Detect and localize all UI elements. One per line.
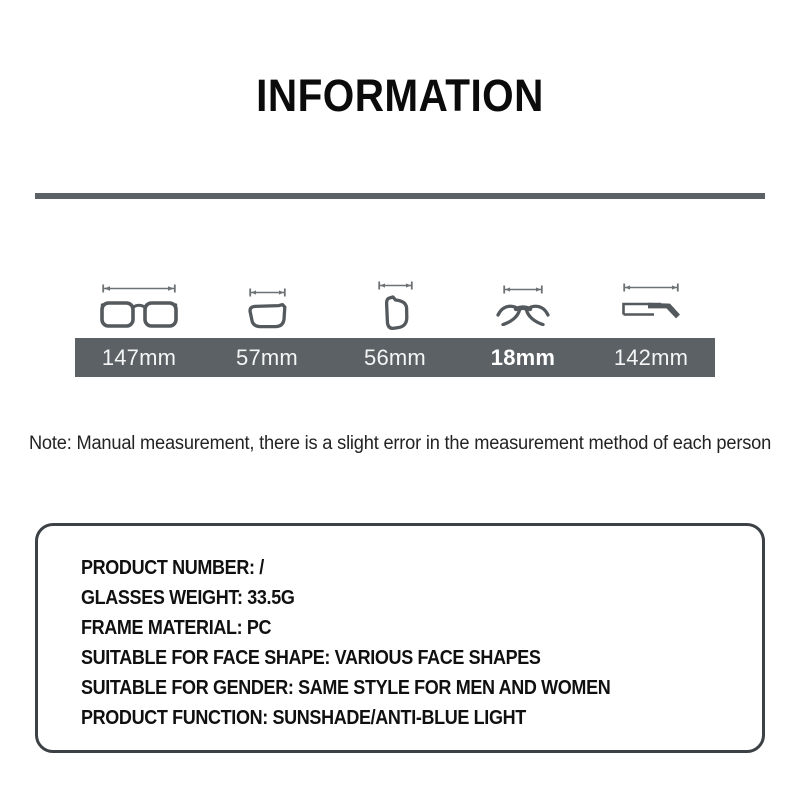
divider-bar	[35, 193, 765, 199]
measurement-note: Note: Manual measurement, there is a slight error in the measurement method of each person	[28, 433, 772, 454]
measurement-label-lens-height: 56mm	[364, 344, 426, 370]
product-info-lines	[81, 553, 669, 733]
face-shape-line: SUITABLE FOR FACE SHAPE: VARIOUS FACE SHAPES	[81, 647, 541, 669]
measurement-icons-row	[75, 276, 715, 338]
gender-line: SUITABLE FOR GENDER: SAME STYLE FOR MEN AND WOMEN	[81, 677, 611, 699]
measurement-label-frame-width: 147mm	[101, 344, 177, 370]
measurement-strip	[75, 276, 715, 377]
width-arrow-icon	[623, 283, 679, 292]
width-arrow-icon	[378, 281, 413, 290]
measurement-label-temple-length: 142mm	[613, 344, 689, 370]
measurement-cell-frame-width	[75, 276, 203, 338]
bridge-width-icon	[496, 299, 550, 326]
measurement-cell-bridge-width	[459, 276, 587, 338]
width-arrow-icon	[102, 284, 176, 293]
lens-width-icon	[246, 302, 289, 330]
measurement-bar	[75, 338, 715, 377]
lens-height-icon	[381, 295, 410, 332]
measurement-cell-lens-height	[331, 276, 459, 338]
glasses-frame-width-icon	[99, 298, 179, 330]
product-function-line: PRODUCT FUNCTION: SUNSHADE/ANTI-BLUE LIGHT	[81, 707, 526, 729]
measurement-label-lens-width: 57mm	[236, 344, 298, 370]
temple-length-icon	[621, 297, 682, 321]
page-title: INFORMATION	[256, 70, 544, 121]
measurement-cell-lens-width	[203, 276, 331, 338]
width-arrow-icon	[249, 288, 286, 297]
product-info-box	[35, 523, 765, 753]
frame-material-line: FRAME MATERIAL: PC	[81, 617, 272, 639]
measurement-cell-temple-length	[587, 276, 715, 338]
measurement-label-bridge-width: 18mm	[490, 344, 556, 370]
width-arrow-icon	[503, 285, 543, 294]
product-number-line: PRODUCT NUMBER: /	[81, 557, 264, 579]
glasses-weight-line: GLASSES WEIGHT: 33.5G	[81, 587, 295, 609]
